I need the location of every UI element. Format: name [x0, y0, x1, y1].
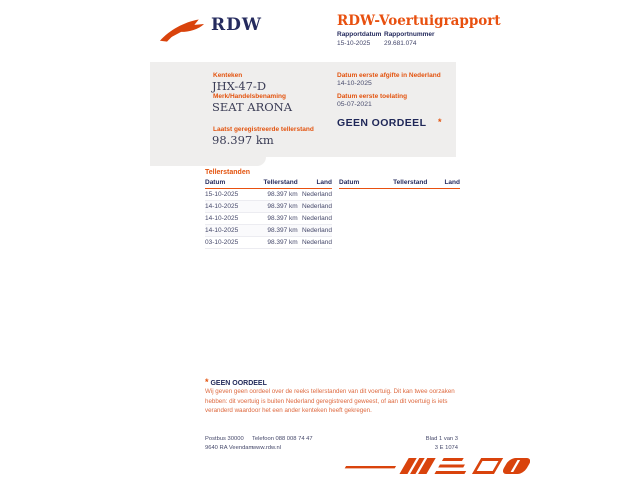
cell-tellerstand: 98.397 km: [267, 227, 298, 234]
merk-value: SEAT ARONA: [212, 100, 293, 114]
table-row: [205, 201, 332, 213]
oordeel-asterisk: *: [438, 117, 442, 127]
footnote-body: Wij geven geen oordeel over de reeks tellerstanden van dit voertuig. Dit kan twee oorzaken hebben: dit voertuig is buiten Nederland geregistreerd geweest, of aan dit voertuig is iets veranderd waardoor het een ander kenteken heeft gekregen.: [205, 388, 455, 415]
table-header-row: [339, 179, 460, 189]
footer-address: [205, 435, 253, 454]
cell-tellerstand: 98.397 km: [267, 203, 298, 210]
col-header-land: Land: [444, 179, 460, 186]
tellerstanden-section-title: Tellerstanden: [205, 169, 250, 176]
footnote-asterisk: *: [205, 377, 209, 387]
oordeel-status: GEEN OORDEEL: [337, 117, 427, 129]
tellerstanden-table-right: [339, 179, 460, 189]
table-row: [205, 189, 332, 201]
footer-page-info: [398, 435, 458, 454]
cell-tellerstand: 98.397 km: [267, 215, 298, 222]
cell-land: Nederland: [301, 227, 332, 234]
report-number-value: 29.681.074: [384, 40, 417, 47]
cell-land: Nederland: [301, 203, 332, 210]
footer-address-line2: 9640 RA Veendam: [205, 445, 254, 452]
cell-datum: 03-10-2025: [205, 239, 239, 246]
toelating-label: Datum eerste toelating: [337, 93, 408, 100]
report-date-value: 15-10-2025: [337, 40, 371, 47]
footer-address-line1: Postbus 30000: [205, 436, 244, 442]
cell-land: Nederland: [301, 191, 332, 198]
afgifte-label: Datum eerste afgifte in Nederland: [337, 72, 441, 79]
table-row: [205, 225, 332, 237]
tellerstand-label: Laatst geregistreerde tellerstand: [213, 126, 314, 133]
cell-tellerstand: 98.397 km: [267, 239, 298, 246]
col-header-tellerstand: Tellerstand: [393, 179, 428, 186]
cell-datum: 15-10-2025: [205, 191, 239, 198]
tellerstanden-table-left: [205, 179, 332, 249]
cell-datum: 14-10-2025: [205, 227, 239, 234]
table-row: [205, 237, 332, 249]
footer-page-number: Blad 1 van 3: [425, 436, 458, 442]
footer-website[interactable]: www.rdw.nl: [252, 445, 281, 452]
footnote-title: [205, 377, 267, 387]
report-number-label: Rapportnummer: [384, 31, 435, 38]
afgifte-value: 14-10-2025: [337, 80, 372, 87]
report-date-label: Rapportdatum: [337, 31, 382, 38]
cell-land: Nederland: [301, 215, 332, 222]
page-title: RDW-Voertuigrapport: [337, 13, 501, 29]
rdw-logo-icon: [158, 16, 206, 46]
kenteken-value: JHX-47-D: [212, 79, 267, 93]
table-row: [205, 213, 332, 225]
footer-phone: Telefoon 088 008 74 47: [252, 436, 313, 442]
footer-contact: [252, 435, 313, 454]
merk-label: Merk/Handelsbenaming: [213, 93, 286, 100]
footnote-title-text: GEEN OORDEEL: [210, 380, 267, 387]
cell-land: Nederland: [301, 239, 332, 246]
col-header-land: Land: [316, 179, 332, 186]
footer-form-code: 3 E 1074: [434, 445, 458, 452]
col-header-datum: Datum: [339, 179, 360, 186]
table-header-row: [205, 179, 332, 189]
rdw-logo-text: RDW: [211, 15, 262, 35]
toelating-value: 05-07-2021: [337, 101, 372, 108]
cell-datum: 14-10-2025: [205, 215, 239, 222]
tellerstand-value: 98.397 km: [212, 133, 274, 147]
vehicle-summary-card-notch: [150, 157, 266, 166]
decorative-stripes-graphic: [325, 454, 530, 478]
cell-datum: 14-10-2025: [205, 203, 239, 210]
kenteken-label: Kenteken: [213, 72, 243, 79]
cell-tellerstand: 98.397 km: [267, 191, 298, 198]
col-header-datum: Datum: [205, 179, 226, 186]
col-header-tellerstand: Tellerstand: [263, 179, 298, 186]
